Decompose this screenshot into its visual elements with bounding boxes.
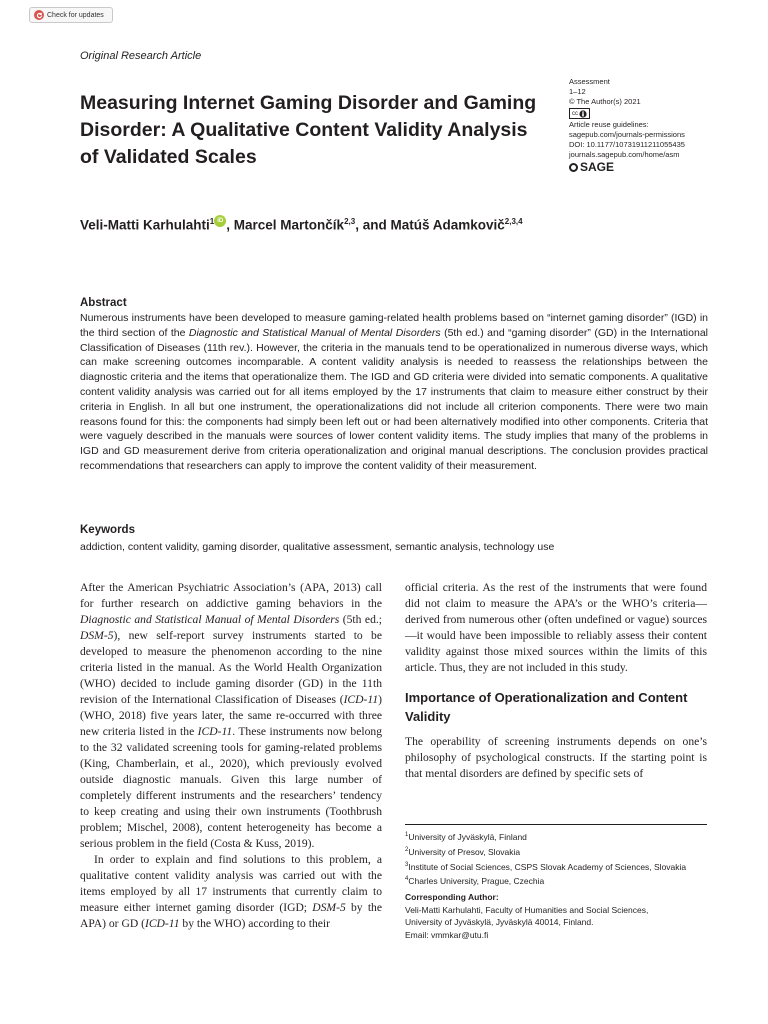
- reuse-label: Article reuse guidelines:: [569, 120, 649, 129]
- doi[interactable]: DOI: 10.1177/10731911211055435: [569, 140, 685, 149]
- email-link[interactable]: Email: vmmkar@utu.fi: [405, 929, 489, 940]
- affiliation: $^4$Charles University, Prague, Czechia: [405, 876, 545, 887]
- body-paragraph: In order to explain and find solutions to this problem, a qualitative content validity analysis was carried out with the items employed by all 17 instruments that currently claim to measure either internet gaming disorder (IGD; DSM-5 by the APA) or GD (ICD-11 by the WHO) according to their: [80, 853, 382, 930]
- affiliation: $^3$Institute of Social Sciences, CSPS Slovak Academy of Sciences, Slovakia: [405, 861, 687, 872]
- affiliation: $^1$University of Jyväskylä, Finland: [405, 831, 527, 842]
- author-name: Matúš Adamkovič: [390, 217, 505, 233]
- abstract-heading: Abstract: [80, 297, 127, 309]
- journal-link[interactable]: journals.sagepub.com/home/asm: [569, 150, 680, 159]
- body-paragraph: official criteria. As the rest of the instruments that were found did not claim to measure the APA’s or the WHO’s criteria—derived from numerous other (often undefined or vague) sources—it would have been impossible to reliably assess their content validity against those mixed sources within the limits of this article. Thus, they are not included in this study.: [405, 581, 707, 674]
- body-column-left: [80, 580, 382, 932]
- corresponding-heading: Corresponding Author:: [405, 892, 499, 902]
- author-name: Marcel Martončík: [233, 217, 345, 233]
- keywords-heading: Keywords: [80, 524, 135, 536]
- sage-logo: SAGE: [569, 162, 759, 172]
- article-title: Measuring Internet Gaming Disorder and Gaming Disorder: A Qualitative Content Validity Analysis of Validated Scales: [80, 92, 537, 168]
- corresponding-author: Corresponding Author: Veli-Matti Karhulahti, Faculty of Humanities and Social Sciences, University of Jyväskylä, Jyväskylä 40014, Finland. Email: vmmkar@utu.fi: [405, 891, 715, 941]
- section-heading: Importance of Operationalization and Content Validity: [405, 690, 688, 724]
- journal-name: Assessment: [569, 77, 610, 86]
- affiliation: $^2$University of Presov, Slovakia: [405, 846, 521, 857]
- footnote-divider: [405, 824, 707, 825]
- sage-logo-icon: [569, 163, 578, 172]
- page-range: 1–12: [569, 87, 586, 96]
- keywords-text: addiction, content validity, gaming disorder, qualitative assessment, semantic analysis, technology use: [80, 541, 555, 553]
- body-paragraph: The operability of screening instruments depends on one’s philosophy of psychological constructs. If the starting point is that mental disorders are defined by specific sets of: [405, 735, 707, 780]
- body-paragraph: After the American Psychiatric Association’s (APA, 2013) call for further research on addictive gaming behaviors in the Diagnostic and Statistical Manual of Mental Disorders (5th ed.; DSM-5), new self-report survey instruments started to be developed to measure the phenomenon according to the nine criteria listed in the manual. As the World Health Organization (WHO) decided to include gaming disorder (GD) in the 11th revision of the International Classification of Diseases (ICD-11) (WHO, 2018) five years later, the same re-occurred with three new criteria listed in the ICD-11. These instruments now belong to the 32 validated screening tools for gaming-related problems (King, Chamberlain, et al., 2020), which previously evolved outside diagnostic manuals. Given this large number of completely different instruments and the researchers’ tendency to keep creating and using their own instruments (Toothbrush problem; Mischel, 2008), content heterogeneity has become a serious problem in the field (Costa & Kuss, 2019).: [80, 581, 382, 850]
- article-type: Original Research Article: [80, 50, 202, 62]
- orcid-icon[interactable]: iD: [214, 215, 226, 227]
- journal-meta: [569, 77, 759, 172]
- author-name: Veli-Matti Karhulahti: [80, 217, 210, 233]
- reuse-link[interactable]: sagepub.com/journals-permissions: [569, 130, 685, 139]
- check-for-updates-button[interactable]: [29, 7, 113, 23]
- affiliations: [405, 829, 715, 888]
- refresh-icon: [34, 10, 44, 20]
- cc-by-icon: cc: [569, 108, 590, 119]
- body-column-right: [405, 580, 707, 782]
- author-list: Veli-Matti Karhulahti$^1$ iD , Marcel Martončík$^{2,3}$, and Matúš Adamkovič$^{2,3,4}$: [80, 217, 523, 233]
- copyright: © The Author(s) 2021: [569, 97, 641, 106]
- abstract-text: Numerous instruments have been developed to measure gaming-related health problems based on “internet gaming disorder” (IGD) in the third section of the Diagnostic and Statistical Manual of Mental Disorders (5th ed.) and “gaming disorder” (GD) in the International Classification of Diseases (11th rev.). However, the criteria in the manuals tend to be operationalized in numerous diverse ways, which can make screening outcomes incomparable. A content validity analysis is needed to reassess the relationships between the diagnostic criteria and the items that operationalize them. The IGD and GD criteria were divided into sematic components. A qualitative content validity analysis was carried out for all items employed by the 17 instruments that claim to measure either construct by their criteria in English. In all but one instrument, the operationalizations did not include all criterion components. There were two main reasons found for this: the components had simply been left out or had been alternatively modified into other components. Criteria that were vaguely described in the manuals were sources of lower content validity items. The study implies that many of the problems in IGD and GD measurement derive from criteria operationalization and original manual descriptions. The conclusion provides practical recommendations that researchers can apply to improve the content validity of their measurement.: [80, 312, 708, 472]
- check-for-updates-label: Check for updates: [47, 11, 104, 19]
